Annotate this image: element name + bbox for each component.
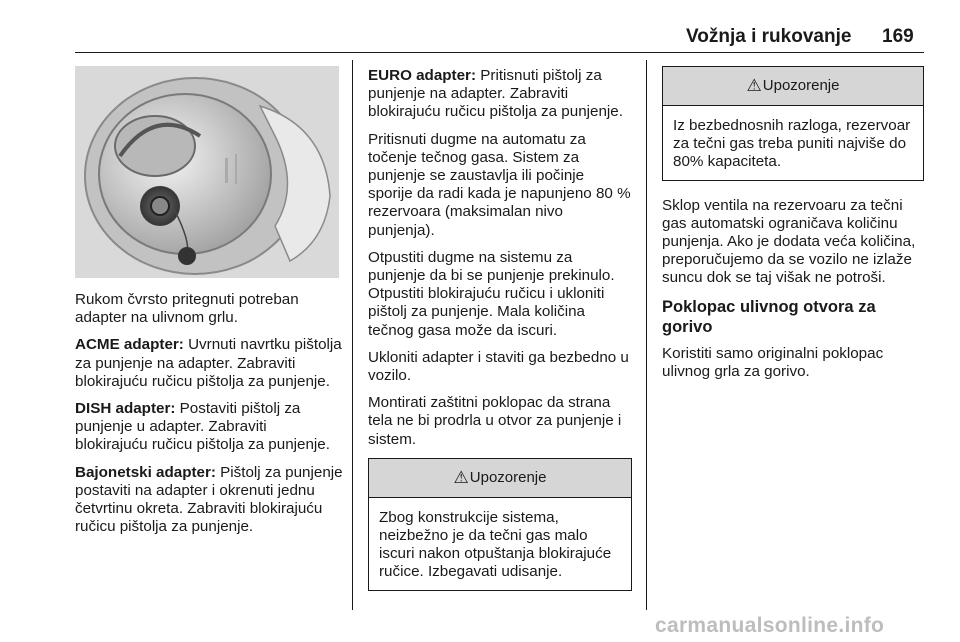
page-number: 169	[882, 26, 914, 47]
dish-adapter-label: DISH adapter:	[75, 400, 176, 418]
euro-adapter-label: EURO adapter:	[368, 67, 477, 84]
paragraph-bayonet-adapter	[75, 464, 343, 537]
bayonet-adapter-text: Pištolj za punjenje postaviti na adapter i okrenuti jednu četvrtinu okreta. Zabraviti blokirajuću ručicu pištolja za punjenje.	[75, 463, 343, 536]
dish-adapter-text: Postaviti pištolj za punjenje u adapter. Zabraviti blokirajuću ručicu pištolja za punjenje.	[75, 400, 330, 454]
column-divider-1	[352, 60, 353, 610]
warning-text: Zbog konstrukcije sistema, neizbežno je da tečni gas malo iscuri nakon otpuštanja blokirajuće ručice. Izbegavati udisanje.	[379, 508, 612, 581]
section-title-fuel-cap: Poklopac ulivnog otvora za gorivo	[662, 297, 876, 336]
warning-box-gas-leak	[368, 458, 632, 591]
warning-box-tank-capacity	[662, 66, 924, 181]
warning-header	[663, 67, 923, 106]
fuel-filler-photo	[75, 66, 339, 278]
paragraph-tighten-adapter: Rukom čvrsto pritegnuti potreban adapter na ulivnom grlu.	[75, 291, 299, 327]
paragraph-release-button: Otpustiti dugme na sistemu za punjenje da bi se punjenje prekinulo. Otpustiti blokirajuću ručicu i ukloniti pištolj za punjenje. Mala količina tečnog gasa može da iscuri.	[368, 248, 615, 339]
euro-adapter-text: Pritisnuti pištolj za punjenje na adapter. Zabraviti blokirajuću ručicu pištolja za punjenje.	[368, 67, 623, 121]
paragraph-acme-adapter	[75, 336, 343, 391]
warning-triangle-icon: ⚠	[746, 75, 762, 95]
paragraph-euro-adapter	[368, 67, 632, 122]
fuel-filler-illustration	[75, 66, 339, 278]
header-rule	[75, 52, 924, 53]
paragraph-original-cap: Koristiti samo originalni poklopac ulivnog grla za gorivo.	[662, 344, 884, 380]
acme-adapter-text: Uvrnuti navrtku pištolja za punjenje na adapter. Zabraviti blokirajuću ručicu pištolja za punjenje.	[75, 336, 342, 390]
paragraph-remove-adapter: Ukloniti adapter i staviti ga bezbedno u vozilo.	[368, 348, 629, 385]
warning-text: Iz bezbednosnih razloga, rezervoar za tečni gas treba puniti najviše do 80% kapaciteta.	[673, 117, 911, 171]
paragraph-protective-cap: Montirati zaštitni poklopac da strana tela ne bi prodrla u otvor za punjenje i sistem.	[368, 394, 622, 448]
paragraph-valve-assembly: Sklop ventila na rezervoaru za tečni gas automatski ograničava količinu punjenja. Ako je dodata veća količina, preporučujemo da se vozilo ne izlaže suncu dok se taj višak ne potroši.	[662, 196, 916, 287]
watermark: carmanualsonline.info	[655, 614, 885, 637]
column-divider-2	[646, 60, 647, 610]
warning-header	[369, 459, 631, 498]
column-2	[368, 67, 632, 591]
column-3	[662, 66, 924, 390]
warning-title: Upozorenje	[469, 468, 547, 486]
page-header-title: Vožnja i rukovanje	[686, 26, 852, 47]
warning-title: Upozorenje	[762, 76, 840, 94]
paragraph-press-button: Pritisnuti dugme na automatu za točenje tečnog gasa. Sistem za punjenje se zaustavlja ili počinje sporije da radi kada je napunjeno 80 % rezervoara (maksimalan nivo punjenja).	[368, 130, 631, 239]
paragraph-dish-adapter	[75, 400, 343, 455]
bayonet-adapter-label: Bajonetski adapter:	[75, 463, 216, 481]
warning-triangle-icon: ⚠	[453, 467, 469, 487]
acme-adapter-label: ACME adapter:	[75, 336, 184, 354]
column-1	[75, 291, 343, 545]
